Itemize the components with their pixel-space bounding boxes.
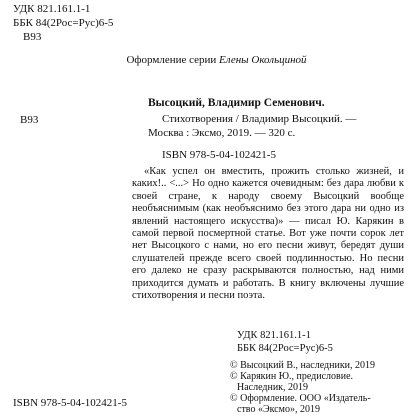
copyright-line-design: © Оформление. ООО «Издатель-: [230, 393, 371, 404]
copyright-line-design-cont: ство «Эксмо», 2019: [237, 404, 320, 415]
copyright-block: [230, 360, 415, 415]
bbk-code-top: ББК 84(2Рос=Рус)6-5: [13, 17, 114, 29]
catalog-isbn: ISBN 978-5-04-102421-5: [162, 149, 276, 161]
catalog-imprint-line: Москва : Эксмо, 2019. — 320 с.: [148, 127, 296, 139]
udk-code-top: УДК 821.161.1-1: [13, 3, 91, 15]
series-design-credit: [13, 54, 420, 66]
annotation-block: [132, 166, 404, 302]
catalog-title-line: Стихотворения / Владимир Высоцкий. —: [162, 113, 357, 125]
copyright-line-preface: © Карякин Ю., предисловие.: [230, 371, 354, 382]
series-design-prefix: Оформление серии: [126, 54, 220, 66]
annotation-paragraph: «Как успел он вместить, прожить столько жизней, и каких!.. <...> Но одно кажется очевидным: без дара любви к своей стране, к народу своему Высоцкий вообще необъяснимым (как необъяснимо без этого дара ни одно из явлений настоящего искусства)» — писал Ю. Карякин в самой первой посмертной статье. Вот уже почти сорок лет нет Высоцкого с нами, но его песни живут, бередят души слушателей прежде всего своей подлинностью. Но песни его далеко не сразу раскрываются полностью, над ними приходится думать и работать. В книгу включены лучшие стихотворения и песни поэта.: [132, 166, 404, 302]
catalog-author-mark: В93: [20, 114, 39, 126]
author-mark-top: В93: [23, 31, 42, 43]
series-designer-name: Елены Окольциной: [219, 54, 307, 66]
copyright-line-preface-cont: Наследник, 2019: [237, 382, 309, 393]
isbn-bottom: ISBN 978-5-04-102421-5: [13, 397, 127, 409]
bbk-code-bottom: ББК 84(2Рос=Рус)6-5: [237, 343, 333, 354]
catalog-author: Высоцкий, Владимир Семенович.: [148, 97, 325, 109]
udk-code-bottom: УДК 821.161.1-1: [237, 330, 311, 341]
copyright-line-author: © Высоцкий В., наследники, 2019: [230, 360, 376, 371]
